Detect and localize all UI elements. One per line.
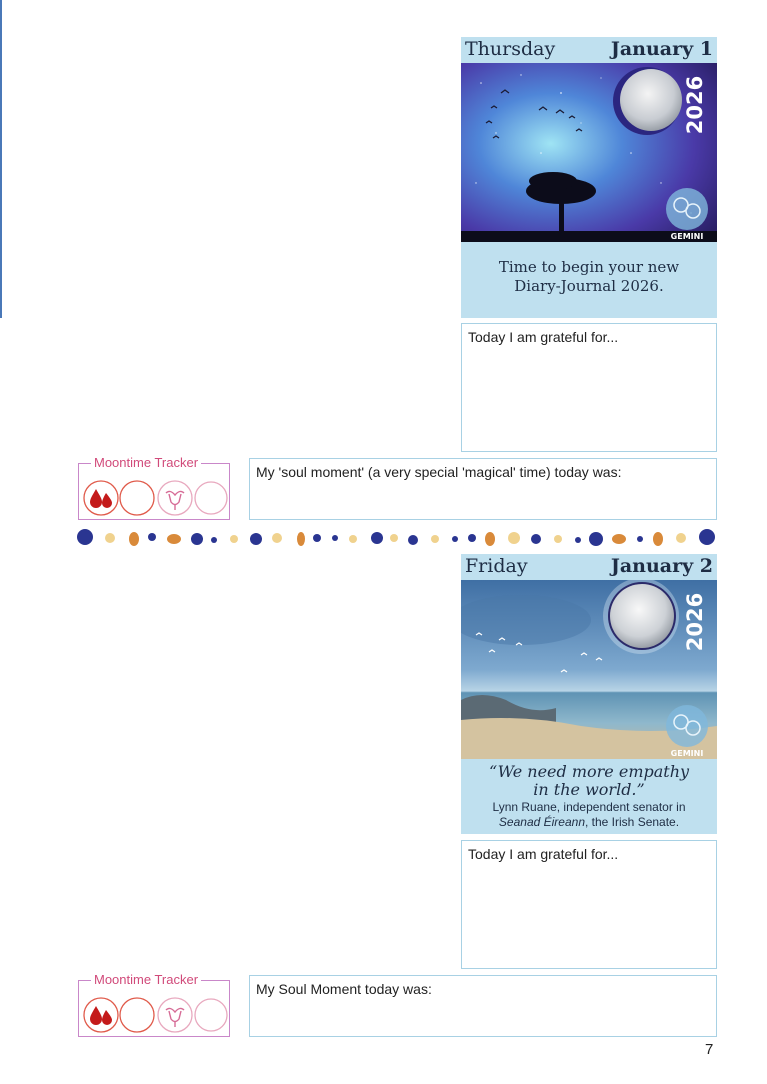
empty-tracker-circle[interactable] xyxy=(120,481,154,515)
page-edge-bar xyxy=(0,0,2,318)
night-sky-moon-image xyxy=(461,63,717,242)
empty-tracker-circle[interactable] xyxy=(120,998,154,1032)
moontime-tracker xyxy=(78,972,230,1037)
grateful-prompt: Today I am grateful for... xyxy=(468,329,619,345)
year-label: 2026 xyxy=(683,75,707,135)
quote-box xyxy=(461,759,717,834)
soul-moment-box[interactable] xyxy=(249,458,717,520)
page-number: 7 xyxy=(705,1041,714,1058)
quote-attribution-2 xyxy=(461,815,717,830)
weekday-label: Friday xyxy=(465,555,528,577)
empty-tracker-circle[interactable] xyxy=(195,999,227,1031)
day-header-jan-2 xyxy=(461,554,717,580)
soul-moment-prompt: My 'soul moment' (a very special 'magical' time) today was: xyxy=(256,464,622,480)
quote-attribution-1: Lynn Ruane, independent senator in xyxy=(492,800,686,814)
empty-tracker-circle[interactable] xyxy=(195,482,227,514)
zodiac-label: GEMINI xyxy=(670,749,704,758)
senate-rest: , the Irish Senate. xyxy=(585,815,680,829)
moontime-tracker xyxy=(78,455,230,520)
quote-line-1: “We need more empathy xyxy=(488,762,690,781)
weekday-label: Thursday xyxy=(465,38,556,60)
grateful-prompt: Today I am grateful for... xyxy=(468,846,619,862)
grateful-box[interactable] xyxy=(461,840,717,969)
date-label: January 1 xyxy=(610,38,713,60)
soul-moment-prompt: My Soul Moment today was: xyxy=(256,981,432,997)
blood-drop-icon[interactable] xyxy=(84,998,118,1032)
caption-line-1: Time to begin your new xyxy=(498,258,680,276)
year-label: 2026 xyxy=(683,592,707,652)
uterus-icon[interactable] xyxy=(158,998,192,1032)
gemini-zodiac-icon xyxy=(666,188,708,241)
decorative-dots-divider xyxy=(74,524,719,558)
caption-box xyxy=(461,242,717,318)
gemini-zodiac-icon xyxy=(666,705,708,758)
senate-name: Seanad Éireann xyxy=(498,815,585,829)
zodiac-label: GEMINI xyxy=(670,232,704,241)
moontime-tracker-label: Moontime Tracker xyxy=(91,455,201,471)
quote-line-2: in the world.” xyxy=(533,780,645,799)
date-label: January 2 xyxy=(610,555,713,577)
day-header-jan-1 xyxy=(461,37,717,63)
uterus-icon[interactable] xyxy=(158,481,192,515)
full-moon-icon xyxy=(608,582,676,650)
beach-moon-image xyxy=(461,580,717,759)
grateful-box[interactable] xyxy=(461,323,717,452)
soul-moment-box[interactable] xyxy=(249,975,717,1037)
caption-line-2: Diary-Journal 2026. xyxy=(514,277,664,295)
blood-drop-icon[interactable] xyxy=(84,481,118,515)
moontime-tracker-label: Moontime Tracker xyxy=(91,972,201,988)
